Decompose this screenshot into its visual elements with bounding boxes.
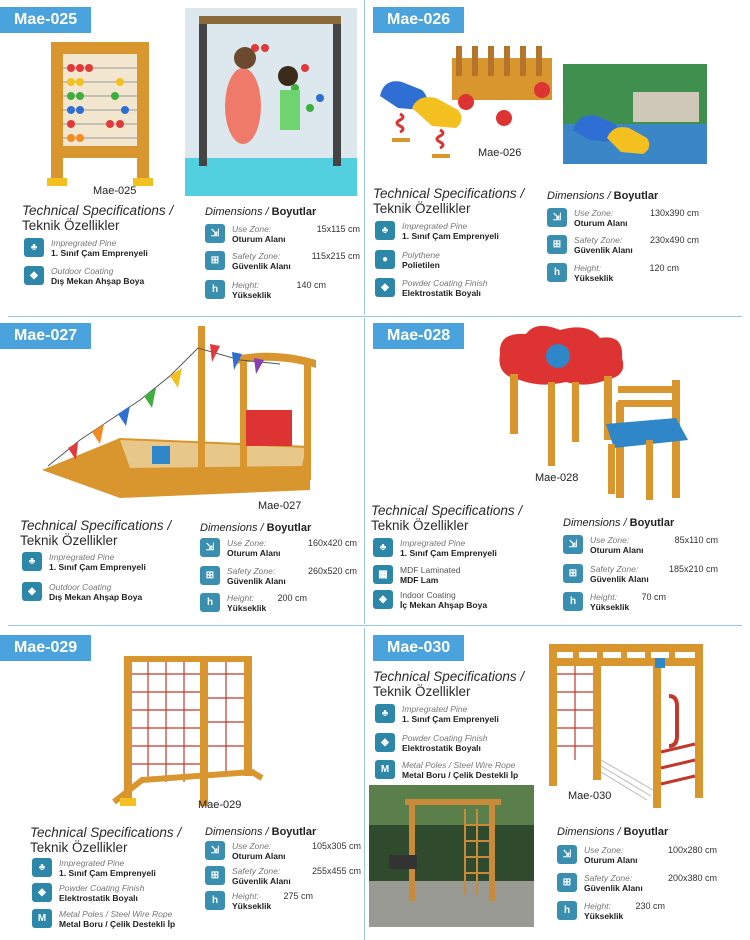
height-icon: h [563, 592, 583, 611]
dimension-label-tr: Yükseklik [227, 603, 267, 613]
use-zone-icon: ⇲ [547, 208, 567, 227]
pine-icon: ♣ [24, 238, 44, 257]
tech-spec-title-tr: Teknik Özellikler [371, 518, 469, 533]
dimension-row [205, 251, 360, 271]
dimension-row [205, 891, 361, 911]
spec-label-tr: İç Mekan Ahşap Boya [400, 600, 488, 610]
dimension-label-tr: Oturum Alanı [232, 851, 286, 861]
spec-label-en: Metal Poles / Steel Wire Rope [402, 760, 516, 770]
spec-row [32, 858, 156, 878]
dimension-value: 130x390 cm [649, 208, 699, 218]
spec-label-en: Powder Coating Finish [402, 278, 488, 288]
spec-label-en: Impregrated Pine [402, 704, 468, 714]
spec-row [373, 538, 497, 558]
climbing-frame-photo [369, 785, 534, 927]
dimensions-title-tr: Boyutlar [623, 826, 669, 838]
tech-spec-heading [373, 669, 524, 699]
climbing-net-illustration [112, 652, 270, 812]
pine-icon: ♣ [32, 858, 52, 877]
divider-vertical-1 [364, 0, 365, 315]
dimensions-title-en: Dimensions / [200, 522, 264, 534]
pine-icon: ♣ [375, 221, 395, 240]
dimension-label-en: Height: [232, 280, 259, 290]
abacus-photo [185, 8, 357, 196]
product-code-tab: Mae-027 [0, 323, 91, 349]
product-caption: Mae-029 [198, 799, 242, 811]
powder-coating-icon: ◆ [32, 883, 52, 902]
tech-spec-title-tr: Teknik Özellikler [30, 840, 128, 855]
tech-spec-title-tr: Teknik Özellikler [20, 533, 118, 548]
spec-row [22, 582, 142, 602]
dimensions-title-tr: Boyutlar [266, 522, 312, 534]
safety-zone-icon: ⊞ [205, 251, 225, 270]
dimension-row [200, 538, 357, 558]
spec-label-en: Powder Coating Finish [59, 883, 145, 893]
dimension-value: 230 cm [635, 901, 665, 911]
spec-label-tr: MDF Lam [400, 575, 439, 585]
spec-label-tr: 1. Sınıf Çam Emprenyeli [400, 548, 497, 558]
dimension-label-tr: Oturum Alanı [227, 548, 281, 558]
dimension-label-tr: Oturum Alanı [590, 545, 644, 555]
dimension-row [205, 280, 360, 300]
dimensions-title-en: Dimensions / [563, 517, 627, 529]
table-chair-illustration [496, 324, 706, 514]
dimension-row [205, 866, 361, 886]
dimension-label-tr: Yükseklik [574, 273, 614, 283]
dimension-label-en: Use Zone: [590, 535, 630, 545]
dimension-label-en: Height: [584, 901, 611, 911]
dimension-label-en: Safety Zone: [232, 251, 281, 261]
dimension-label-tr: Oturum Alanı [584, 855, 638, 865]
spec-label-tr: 1. Sınıf Çam Emprenyeli [51, 248, 148, 258]
spec-row [375, 760, 518, 780]
tech-spec-heading [373, 186, 524, 216]
dimension-row [205, 224, 360, 244]
dimension-row [557, 845, 717, 865]
dimension-label-tr: Oturum Alanı [232, 234, 286, 244]
pine-icon: ♣ [375, 704, 395, 723]
dimension-row [547, 235, 699, 255]
dimension-label-tr: Yükseklik [232, 901, 272, 911]
divider-horizontal-2 [8, 625, 742, 626]
dimensions-heading [557, 826, 668, 838]
tech-spec-heading [22, 203, 173, 233]
divider-vertical-2 [364, 318, 365, 624]
dimension-label-en: Height: [232, 891, 259, 901]
tech-spec-title-en: Technical Specifications / [22, 203, 174, 218]
spec-label-tr: Metal Boru / Çelik Destekli İp [59, 919, 176, 929]
dimension-value: 120 cm [649, 263, 679, 273]
spec-label-tr: 1. Sınıf Çam Emprenyeli [402, 231, 499, 241]
spec-row [375, 704, 499, 724]
dimensions-heading [200, 522, 311, 534]
tech-spec-title-en: Technical Specifications / [30, 825, 182, 840]
spec-label-en: Outdoor Coating [49, 582, 112, 592]
spec-row [32, 909, 175, 929]
product-caption: Mae-027 [258, 500, 302, 512]
dimension-row [200, 593, 357, 613]
tech-spec-heading [30, 825, 181, 855]
product-caption: Mae-030 [568, 790, 612, 802]
pine-icon: ♣ [22, 552, 42, 571]
dimension-value: 115x215 cm [311, 251, 360, 261]
dimension-label-en: Use Zone: [574, 208, 614, 218]
tech-spec-title-tr: Teknik Özellikler [373, 684, 471, 699]
dimension-label-en: Height: [574, 263, 601, 273]
dimension-label-en: Use Zone: [227, 538, 267, 548]
dimensions-title-tr: Boyutlar [629, 517, 675, 529]
spec-label-tr: Dış Mekan Ahşap Boya [51, 276, 145, 286]
dimension-value: 15x115 cm [316, 224, 360, 234]
dimensions-title-tr: Boyutlar [271, 206, 317, 218]
tech-spec-title-tr: Teknik Özellikler [22, 218, 120, 233]
dimension-label-en: Safety Zone: [590, 564, 639, 574]
dimension-label-en: Safety Zone: [574, 235, 623, 245]
dimensions-heading [205, 206, 316, 218]
divider-horizontal-1 [8, 316, 742, 317]
tech-spec-title-en: Technical Specifications / [371, 503, 523, 518]
dimension-row [547, 208, 699, 228]
safety-zone-icon: ⊞ [547, 235, 567, 254]
coating-icon: ◆ [24, 266, 44, 285]
spec-label-en: Powder Coating Finish [402, 733, 488, 743]
product-code-tab: Mae-030 [373, 635, 464, 661]
dimension-value: 140 cm [296, 280, 326, 290]
coating-icon: ◆ [22, 582, 42, 601]
spec-row [32, 883, 145, 903]
dimension-label-tr: Yükseklik [590, 602, 630, 612]
dimension-label-en: Use Zone: [584, 845, 624, 855]
dimension-row [563, 592, 718, 612]
spec-label-en: Impregrated Pine [59, 858, 125, 868]
height-icon: h [557, 901, 577, 920]
dimensions-heading [563, 517, 674, 529]
dimensions-title-tr: Boyutlar [271, 826, 317, 838]
metal-pole-icon: M [375, 760, 395, 779]
dimensions-title-en: Dimensions / [547, 190, 611, 202]
tech-spec-heading [20, 518, 171, 548]
dimension-row [563, 564, 718, 584]
dimension-label-en: Safety Zone: [227, 566, 276, 576]
tech-spec-title-en: Technical Specifications / [373, 669, 525, 684]
dimension-label-tr: Oturum Alanı [574, 218, 628, 228]
spec-label-tr: 1. Sınıf Çam Emprenyeli [402, 714, 499, 724]
dimension-row [563, 535, 718, 555]
dimension-label-tr: Güvenlik Alanı [590, 574, 649, 584]
mdf-icon: ▦ [373, 565, 393, 584]
use-zone-icon: ⇲ [563, 535, 583, 554]
spec-row [375, 250, 440, 270]
spec-row [375, 733, 488, 753]
spec-label-en: Impregrated Pine [400, 538, 466, 548]
use-zone-icon: ⇲ [205, 841, 225, 860]
dimension-value: 185x210 cm [668, 564, 718, 574]
use-zone-icon: ⇲ [557, 845, 577, 864]
dimensions-title-tr: Boyutlar [613, 190, 659, 202]
tech-spec-title-en: Technical Specifications / [373, 186, 525, 201]
spec-label-tr: Elektrostatik Boyalı [402, 288, 481, 298]
safety-zone-icon: ⊞ [200, 566, 220, 585]
dimension-value: 70 cm [641, 592, 666, 602]
spec-label-tr: 1. Sınıf Çam Emprenyeli [49, 562, 146, 572]
dimension-label-tr: Güvenlik Alanı [574, 245, 633, 255]
product-caption: Mae-025 [93, 185, 137, 197]
use-zone-icon: ⇲ [200, 538, 220, 557]
spec-row [373, 565, 460, 585]
spec-label-tr: Dış Mekan Ahşap Boya [49, 592, 143, 602]
safety-zone-icon: ⊞ [557, 873, 577, 892]
divider-vertical-3 [364, 628, 365, 940]
spec-label-tr: Elektrostatik Boyalı [402, 743, 481, 753]
dimension-row [205, 841, 361, 861]
tech-spec-title-en: Technical Specifications / [20, 518, 172, 533]
dimension-label-tr: Yükseklik [584, 911, 624, 921]
tech-spec-heading [371, 503, 522, 533]
dimension-value: 85x110 cm [674, 535, 718, 545]
spring-riders-wagon-illustration [372, 38, 560, 166]
spec-row [24, 238, 148, 258]
product-code-tab: Mae-026 [373, 7, 464, 33]
dimension-value: 160x420 cm [307, 538, 357, 548]
tech-spec-title-tr: Teknik Özellikler [373, 201, 471, 216]
metal-pole-icon: M [32, 909, 52, 928]
dimension-value: 255x455 cm [311, 866, 361, 876]
spec-label-en: Polythene [402, 250, 440, 260]
dimension-row [547, 263, 699, 283]
spec-label-tr: Elektrostatik Boyalı [59, 893, 138, 903]
dimension-label-tr: Güvenlik Alanı [584, 883, 643, 893]
pine-icon: ♣ [373, 538, 393, 557]
dimension-label-en: Safety Zone: [232, 866, 281, 876]
dimension-label-en: Use Zone: [232, 224, 272, 234]
spec-label-tr: Metal Boru / Çelik Destekli İp [402, 770, 519, 780]
spec-label-tr: Polietilen [402, 260, 440, 270]
dimension-label-en: Height: [590, 592, 617, 602]
spec-row [373, 590, 487, 610]
use-zone-icon: ⇲ [205, 224, 225, 243]
product-caption: Mae-028 [535, 472, 579, 484]
spec-row [375, 221, 499, 241]
dimensions-title-en: Dimensions / [205, 206, 269, 218]
dimension-value: 230x490 cm [649, 235, 699, 245]
coating-icon: ◆ [373, 590, 393, 609]
dimension-value: 275 cm [283, 891, 313, 901]
spec-row [22, 552, 146, 572]
height-icon: h [547, 263, 567, 282]
dimensions-title-en: Dimensions / [557, 826, 621, 838]
dimension-value: 100x280 cm [667, 845, 717, 855]
dimension-row [200, 566, 357, 586]
dimension-label-en: Use Zone: [232, 841, 272, 851]
product-caption: Mae-026 [478, 147, 522, 159]
height-icon: h [205, 280, 225, 299]
spec-label-en: Impregrated Pine [402, 221, 468, 231]
height-icon: h [205, 891, 225, 910]
safety-zone-icon: ⊞ [563, 564, 583, 583]
spec-label-en: Metal Poles / Steel Wire Rope [59, 909, 173, 919]
powder-coating-icon: ◆ [375, 278, 395, 297]
spec-label-en: Impregrated Pine [49, 552, 115, 562]
abacus-illustration [45, 38, 155, 188]
sandbox-boat-illustration [40, 320, 330, 510]
dimensions-title-en: Dimensions / [205, 826, 269, 838]
dimension-row [557, 873, 717, 893]
dimensions-heading [205, 826, 316, 838]
dimension-value: 200x380 cm [667, 873, 717, 883]
product-code-tab: Mae-028 [373, 323, 464, 349]
dimensions-heading [547, 190, 658, 202]
dimension-label-tr: Yükseklik [232, 290, 272, 300]
spec-label-en: Indoor Coating [400, 590, 456, 600]
dimension-label-en: Safety Zone: [584, 873, 633, 883]
spec-label-tr: 1. Sınıf Çam Emprenyeli [59, 868, 156, 878]
spec-label-en: Impregrated Pine [51, 238, 117, 248]
dimension-value: 200 cm [277, 593, 307, 603]
product-code-tab: Mae-025 [0, 7, 91, 33]
spec-label-en: Outdoor Coating [51, 266, 114, 276]
product-code-tab: Mae-029 [0, 635, 91, 661]
spec-label-en: MDF Laminated [400, 565, 461, 575]
spec-row [375, 278, 488, 298]
dimension-value: 105x305 cm [311, 841, 361, 851]
dimension-row [557, 901, 717, 921]
dimension-value: 260x520 cm [307, 566, 357, 576]
safety-zone-icon: ⊞ [205, 866, 225, 885]
spec-row [24, 266, 144, 286]
dimension-label-tr: Güvenlik Alanı [232, 261, 291, 271]
dimension-label-tr: Güvenlik Alanı [232, 876, 291, 886]
dimension-label-en: Height: [227, 593, 254, 603]
spring-riders-photo [563, 64, 707, 164]
dimension-label-tr: Güvenlik Alanı [227, 576, 286, 586]
height-icon: h [200, 593, 220, 612]
polythene-icon: ● [375, 250, 395, 269]
powder-coating-icon: ◆ [375, 733, 395, 752]
